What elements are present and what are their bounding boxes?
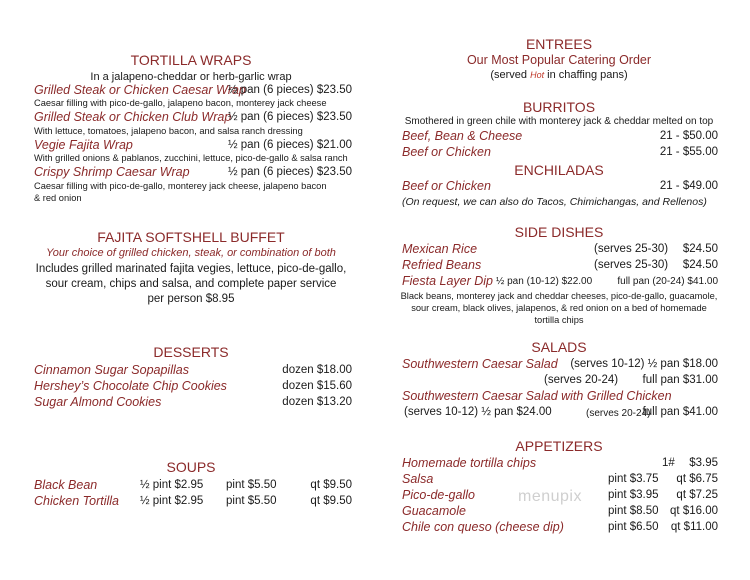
menu-item-name: Grilled Steak or Chicken Caesar Wrap <box>34 83 246 97</box>
desserts-title: DESSERTS <box>153 344 229 360</box>
menu-item-price: $24.50 <box>682 243 718 255</box>
enchiladas-title: ENCHILADAS <box>514 162 604 178</box>
fajita-subtitle: Your choice of grilled chicken, steak, or combination of both <box>46 247 336 259</box>
menu-item-name: Pico-de-gallo <box>402 488 475 502</box>
serves-label: (serves 20-24) <box>586 408 651 419</box>
half-pan-price: (serves 10-12) ½ pan $24.00 <box>404 406 552 418</box>
menu-item-name: Salsa <box>402 472 434 486</box>
quart-price: qt $16.00 <box>670 505 718 517</box>
menu-item-desc: Caesar filling with pico-de-gallo, monterey jack cheese, jalapeno bacon <box>34 181 327 191</box>
quart-price: qt $6.75 <box>676 473 718 485</box>
enchiladas-note: (On request, we can also do Tacos, Chimichangas, and Rellenos) <box>402 196 707 208</box>
fiesta-desc-1: Black beans, monterey jack and cheddar cheeses, pico-de-gallo, guacamole, <box>400 291 718 301</box>
menu-item-price: $3.95 <box>689 457 718 469</box>
half-pint-price: ½ pint $2.95 <box>140 479 204 491</box>
menu-item-price: 21 - $50.00 <box>659 130 718 142</box>
hot-label: Hot <box>530 70 545 80</box>
burritos-title: BURRITOS <box>522 99 596 115</box>
serves-label: (serves 25-30) <box>594 243 669 255</box>
menu-item-name: Chicken Tortilla <box>34 494 119 508</box>
menu-item-name: Southwestern Caesar Salad <box>402 357 558 371</box>
menu-item-name: Refried Beans <box>402 258 482 272</box>
fajita-title: FAJITA SOFTSHELL BUFFET <box>97 229 285 245</box>
soups-title: SOUPS <box>166 459 216 475</box>
half-pint-price: ½ pint $2.95 <box>140 495 204 507</box>
watermark: menupix <box>518 488 582 505</box>
menu-item-price: dozen $15.60 <box>282 380 352 392</box>
fajita-price: per person $8.95 <box>147 293 235 305</box>
entrees-served-note: (served Hot in chaffing pans) <box>490 69 628 81</box>
menu-item-desc-cont: & red onion <box>34 193 82 203</box>
menu-item-desc: Caesar filling with pico-de-gallo, jalapeno bacon, monterey jack cheese <box>34 98 327 108</box>
menu-item-name: Chile con queso (cheese dip) <box>402 520 564 534</box>
full-pan-price: full pan (20-24) $41.00 <box>617 276 718 287</box>
menu-item-name: Crispy Shrimp Caesar Wrap <box>34 165 190 179</box>
menu-item-name: Sugar Almond Cookies <box>34 395 162 409</box>
entrees-subtitle: Our Most Popular Catering Order <box>466 53 652 67</box>
menu-item-price: ½ pan (6 pieces) $23.50 <box>227 111 352 123</box>
menu-item-price: dozen $18.00 <box>282 364 352 376</box>
full-pan-price: full pan $41.00 <box>642 406 718 418</box>
menu-item-price: ½ pan (6 pieces) $23.50 <box>227 166 352 178</box>
fiesta-desc-2: sour cream, black olives, jalapenos, & red onion on a bed of homemade <box>411 303 707 313</box>
menu-item-name: Vegie Fajita Wrap <box>34 138 133 152</box>
salads-title: SALADS <box>531 339 587 355</box>
quart-price: qt $11.00 <box>670 521 718 533</box>
burritos-desc: Smothered in green chile with monterey jack & cheddar melted on top <box>404 116 714 127</box>
menu-item-price: 21 - $55.00 <box>659 146 718 158</box>
sides-title: SIDE DISHES <box>514 224 604 240</box>
pint-price: pint $5.50 <box>226 495 277 507</box>
half-pan-price: ½ pan (10-12) $22.00 <box>496 276 593 287</box>
menu-item-name: Beef or Chicken <box>402 179 491 193</box>
tortilla-subtitle: In a jalapeno-cheddar or herb-garlic wrap <box>90 71 292 83</box>
menu-item-price: 21 - $49.00 <box>659 180 718 192</box>
menu-item-name: Mexican Rice <box>402 242 478 256</box>
quart-price: qt $9.50 <box>310 479 352 491</box>
pint-price: pint $3.95 <box>608 489 659 501</box>
pint-price: pint $8.50 <box>608 505 659 517</box>
menu-item-desc: With lettuce, tomatoes, jalapeno bacon, and salsa ranch dressing <box>34 126 303 136</box>
fiesta-desc-3: tortilla chips <box>534 315 584 325</box>
menu-item-name: Black Bean <box>34 478 98 492</box>
fajita-line-1: Includes grilled marinated fajita vegies, lettuce, pico-de-gallo, <box>35 263 347 275</box>
size-label: 1# <box>662 457 675 469</box>
menu-item-name: Fiesta Layer Dip <box>402 274 494 288</box>
menu-item-price: ½ pan (6 pieces) $23.50 <box>227 84 352 96</box>
fajita-line-2: sour cream, chips and salsa, and complete paper service <box>45 278 337 290</box>
menu-item-price: dozen $13.20 <box>282 396 352 408</box>
pint-price: pint $3.75 <box>608 473 659 485</box>
quart-price: qt $9.50 <box>310 495 352 507</box>
menu-item-name: Hershey’s Chocolate Chip Cookies <box>34 379 227 393</box>
menu-item-price: ½ pan (6 pieces) $21.00 <box>227 139 352 151</box>
menu-item-name: Southwestern Caesar Salad with Grilled Chicken <box>402 389 672 403</box>
pint-price: pint $6.50 <box>608 521 659 533</box>
menu-item-price: $24.50 <box>682 259 718 271</box>
menu-item-name: Beef, Bean & Cheese <box>402 129 523 143</box>
menu-item-desc: With grilled onions & pablanos, zucchini, lettuce, pico-de-gallo & salsa ranch <box>34 153 348 163</box>
pint-price: pint $5.50 <box>226 479 277 491</box>
menu-item-name: Beef or Chicken <box>402 145 491 159</box>
serves-label: (serves 25-30) <box>594 259 669 271</box>
appetizers-title: APPETIZERS <box>515 438 603 454</box>
menu-item-name: Grilled Steak or Chicken Club Wrap <box>34 110 232 124</box>
menu-item-name: Homemade tortilla chips <box>402 456 537 470</box>
menu-item-name: Cinnamon Sugar Sopapillas <box>34 363 189 377</box>
quart-price: qt $7.25 <box>676 489 718 501</box>
menu-item-name: Guacamole <box>402 504 466 518</box>
half-pan-price: (serves 10-12) ½ pan $18.00 <box>570 358 718 370</box>
tortilla-title: TORTILLA WRAPS <box>130 52 252 68</box>
entrees-title: ENTREES <box>525 36 593 52</box>
full-pan-price: full pan $31.00 <box>642 374 718 386</box>
serves-label: (serves 20-24) <box>544 374 619 386</box>
